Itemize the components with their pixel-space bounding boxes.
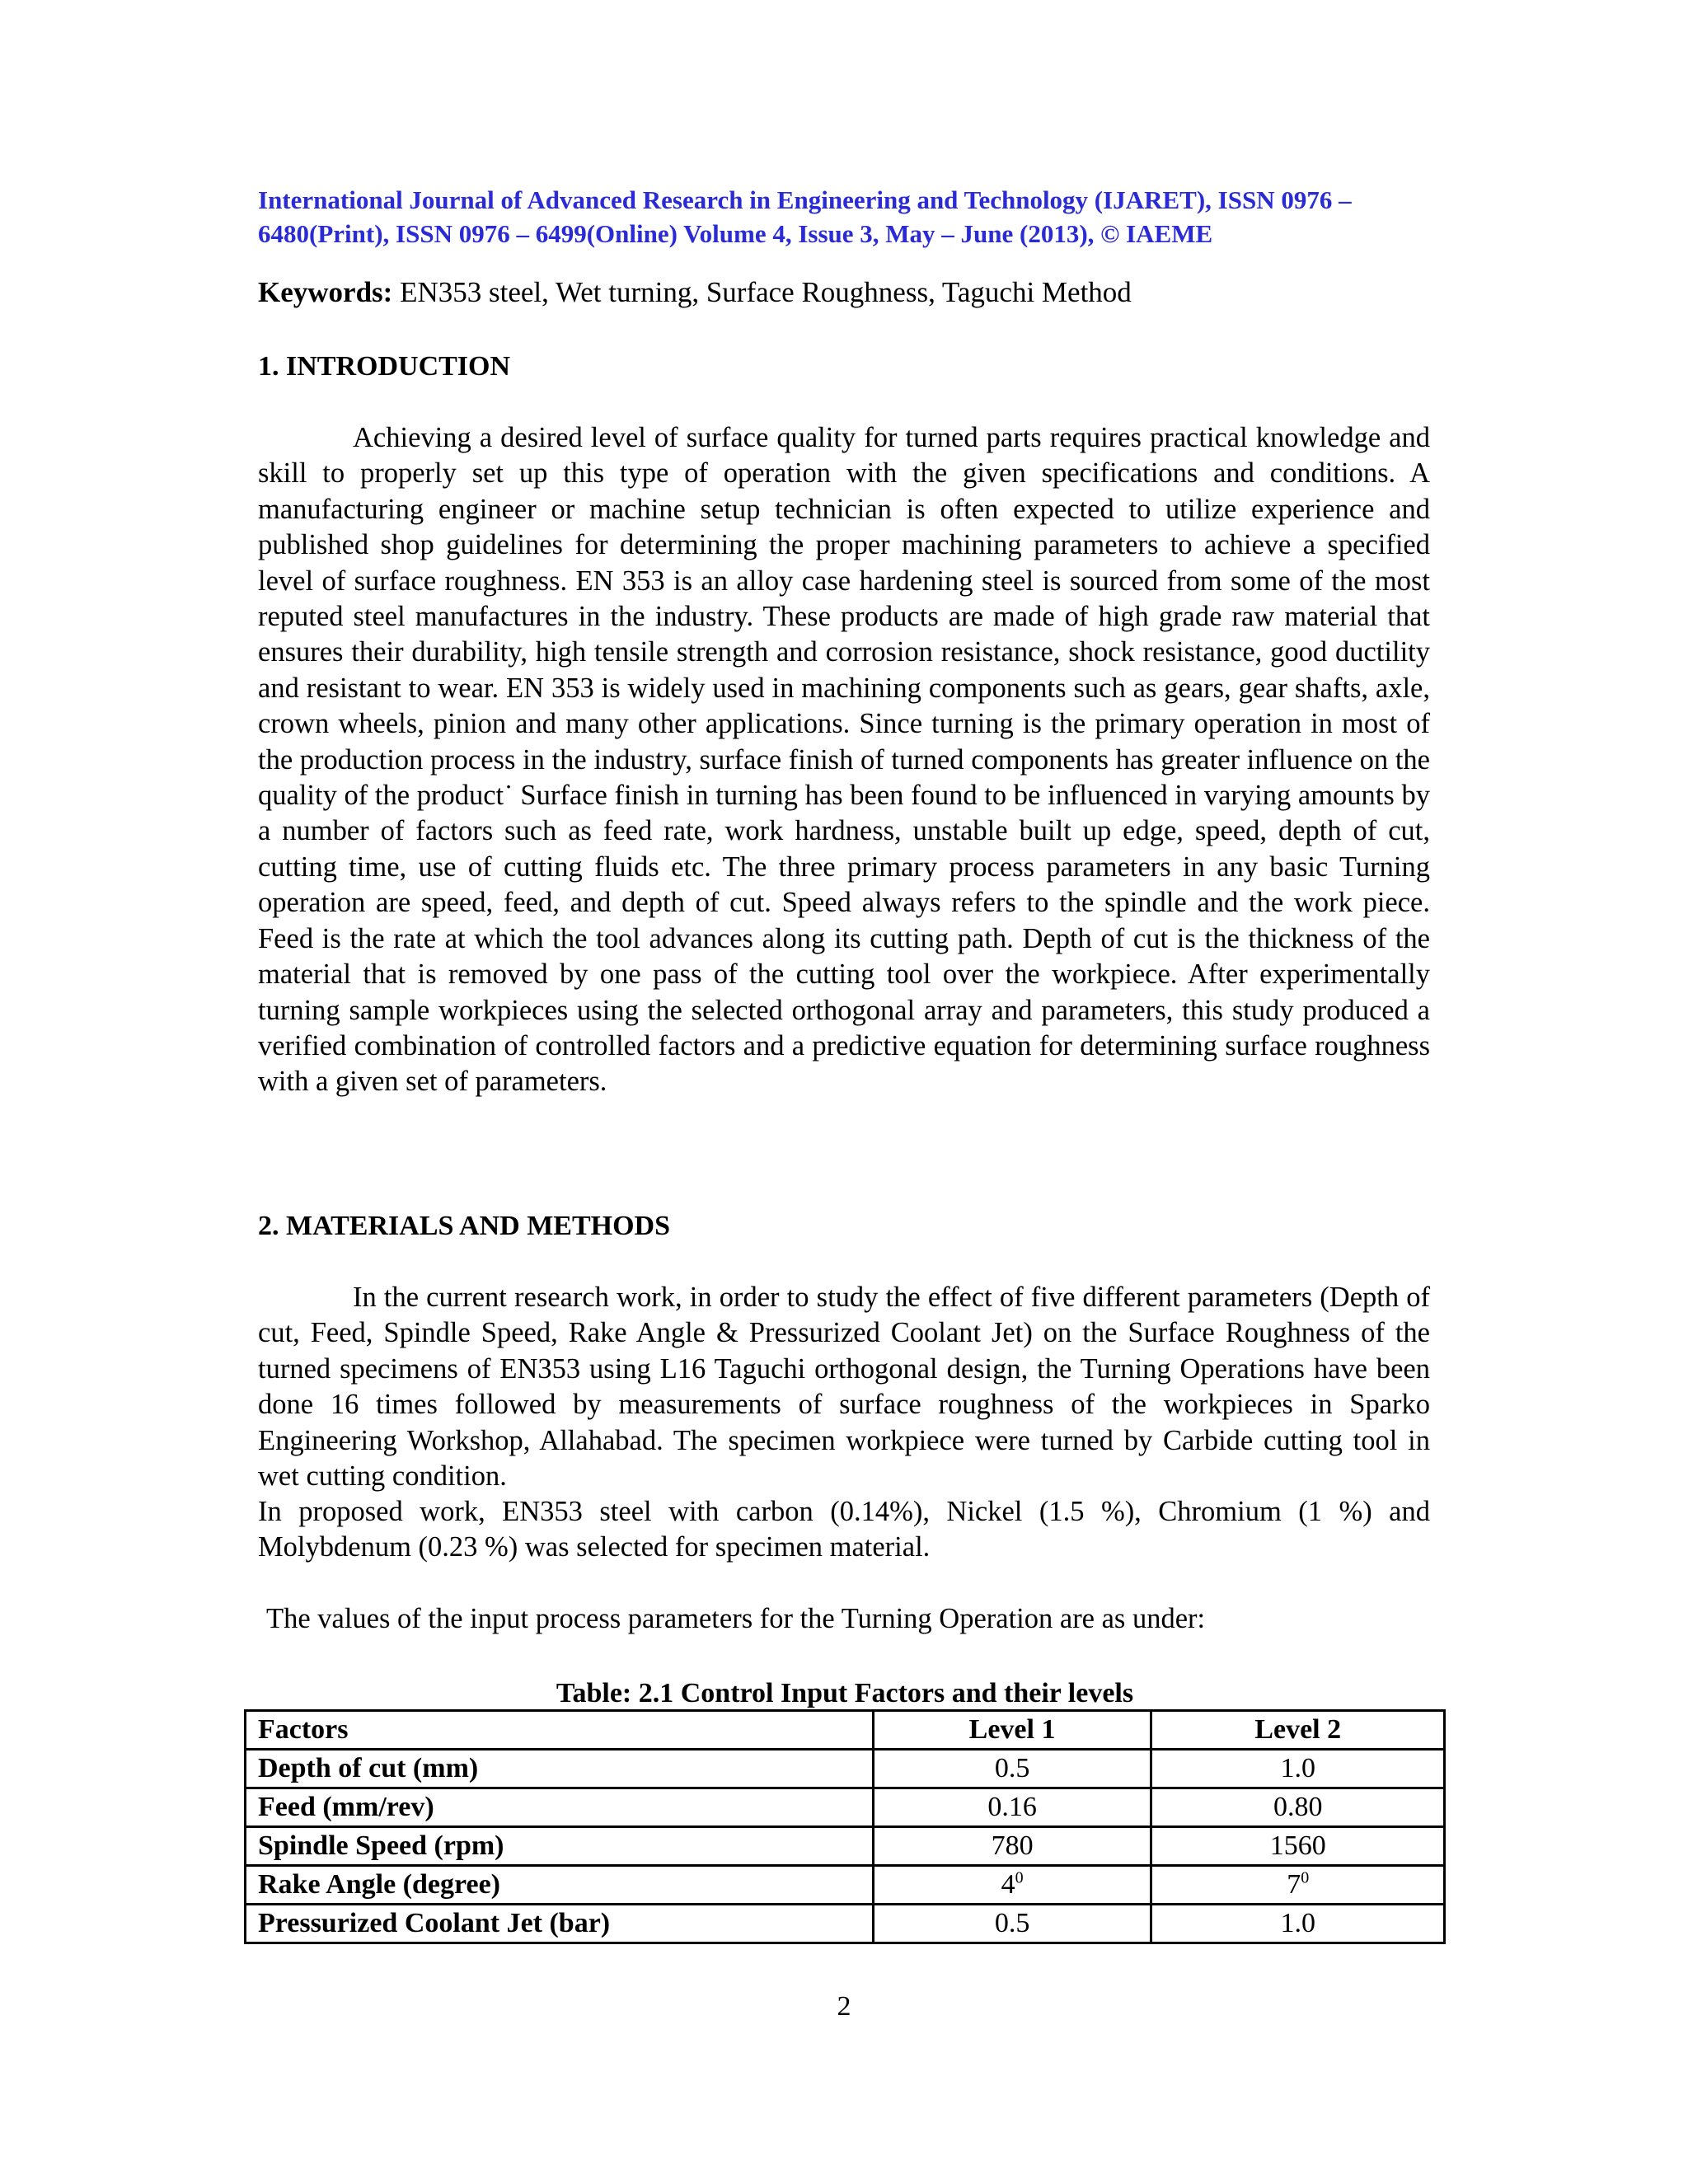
- level-1-cell: [873, 1788, 1151, 1827]
- level-1-cell: [873, 1827, 1151, 1866]
- header-factors: Factors: [246, 1711, 874, 1750]
- level-1-value: 4: [1001, 1869, 1015, 1900]
- keywords-text: EN353 steel, Wet turning, Surface Roughness, Taguchi Method: [392, 276, 1132, 308]
- header-level-1: Level 1: [873, 1711, 1151, 1750]
- table-row: [246, 1905, 1445, 1943]
- methods-paragraph-2: In proposed work, EN353 steel with carbon (0.14%), Nickel (1.5 %), Chromium (1 %) and Molybdenum (0.23 %) was selected for specimen material.: [258, 1496, 1430, 1563]
- level-1-value: 780: [991, 1830, 1034, 1861]
- header-level-2: Level 2: [1151, 1711, 1445, 1750]
- factor-cell: Spindle Speed (rpm): [246, 1827, 874, 1866]
- section-heading-materials-methods: 2. MATERIALS AND METHODS: [258, 1211, 670, 1241]
- level-2-value: 1.0: [1280, 1753, 1315, 1783]
- level-1-value: 0.16: [987, 1792, 1037, 1822]
- level-1-cell: [873, 1905, 1151, 1943]
- table-row: [246, 1750, 1445, 1788]
- keywords: [258, 274, 1430, 310]
- level-2-cell: [1151, 1866, 1445, 1905]
- level-2-value: 1.0: [1280, 1908, 1315, 1938]
- table-header-row: [246, 1711, 1445, 1750]
- methods-paragraph-3: The values of the input process parameters for the Turning Operation are as under:: [266, 1603, 1206, 1634]
- keywords-label: Keywords:: [258, 276, 393, 308]
- journal-header-line1: International Journal of Advanced Research in Engineering and Technology (IJARET), ISSN 0976 –: [258, 185, 1352, 214]
- level-2-value: 0.80: [1273, 1792, 1323, 1822]
- control-factors-table: [244, 1709, 1446, 1944]
- degree-superscript: 0: [1301, 1868, 1310, 1887]
- level-2-value: 7: [1287, 1869, 1301, 1900]
- level-1-cell: [873, 1750, 1151, 1788]
- factor-cell: Feed (mm/rev): [246, 1788, 874, 1827]
- table-caption: Table: 2.1 Control Input Factors and their levels: [556, 1678, 1134, 1708]
- level-1-cell: [873, 1866, 1151, 1905]
- level-2-cell: [1151, 1905, 1445, 1943]
- page-number: 2: [837, 1991, 851, 2022]
- degree-superscript: 0: [1015, 1868, 1024, 1887]
- factor-cell: Rake Angle (degree): [246, 1866, 874, 1905]
- methods-paragraph-1: In the current research work, in order to study the effect of five different parameters (Depth of cut, Feed, Spindle Speed, Rake Angle & Pressurized Coolant Jet) on the Surface Roughness of the turned specimens of EN353 using L16 Taguchi orthogonal design, the Turning Operations have been done 16 times followed by measurements of surface roughness of the workpieces in Sparko Engineering Workshop, Allahabad. The specimen workpiece were turned by Carbide cutting tool in wet cutting condition.: [258, 1282, 1430, 1493]
- level-2-cell: [1151, 1827, 1445, 1866]
- level-1-value: 0.5: [994, 1908, 1030, 1938]
- level-1-value: 0.5: [994, 1753, 1030, 1783]
- factor-cell: Depth of cut (mm): [246, 1750, 874, 1788]
- introduction-paragraph: Achieving a desired level of surface quality for turned parts requires practical knowledge and skill to properly set up this type of operation with the given specifications and conditions. A manufacturing engineer or machine setup technician is often expected to utilize experience and published shop guidelines for determining the proper machining parameters to achieve a specified level of surface roughness. EN 353 is an alloy case hardening steel is sourced from some of the most reputed steel manufactures in the industry. These products are made of high grade raw material that ensures their durability, high tensile strength and corrosion resistance, shock resistance, good ductility and resistant to wear. EN 353 is widely used in machining components such as gears, gear shafts, axle, crown wheels, pinion and many other applications. Since turning is the primary operation in most of the production process in the industry, surface finish of turned components has greater influence on the quality of the product˙ Surface finish in turning has been found to be influenced in varying amounts by a number of factors such as feed rate, work hardness, unstable built up edge, speed, depth of cut, cutting time, use of cutting fluids etc. The three primary process parameters in any basic Turning operation are speed, feed, and depth of cut. Speed always refers to the spindle and the work piece. Feed is the rate at which the tool advances along its cutting path. Depth of cut is the thickness of the material that is removed by one pass of the cutting tool over the workpiece. After experimentally turning sample workpieces using the selected orthogonal array and parameters, this study produced a verified combination of controlled factors and a predictive equation for determining surface roughness with a given set of parameters.: [258, 422, 1430, 1098]
- table-row: [246, 1866, 1445, 1905]
- table-row: [246, 1788, 1445, 1827]
- level-2-value: 1560: [1269, 1830, 1326, 1861]
- journal-header-line2: 6480(Print), ISSN 0976 – 6499(Online) Volume 4, Issue 3, May – June (2013), © IAEME: [258, 219, 1213, 248]
- section-heading-introduction: 1. INTRODUCTION: [258, 351, 511, 382]
- table-row: [246, 1827, 1445, 1866]
- level-2-cell: [1151, 1750, 1445, 1788]
- level-2-cell: [1151, 1788, 1445, 1827]
- factor-cell: Pressurized Coolant Jet (bar): [246, 1905, 874, 1943]
- journal-header: [258, 183, 1430, 251]
